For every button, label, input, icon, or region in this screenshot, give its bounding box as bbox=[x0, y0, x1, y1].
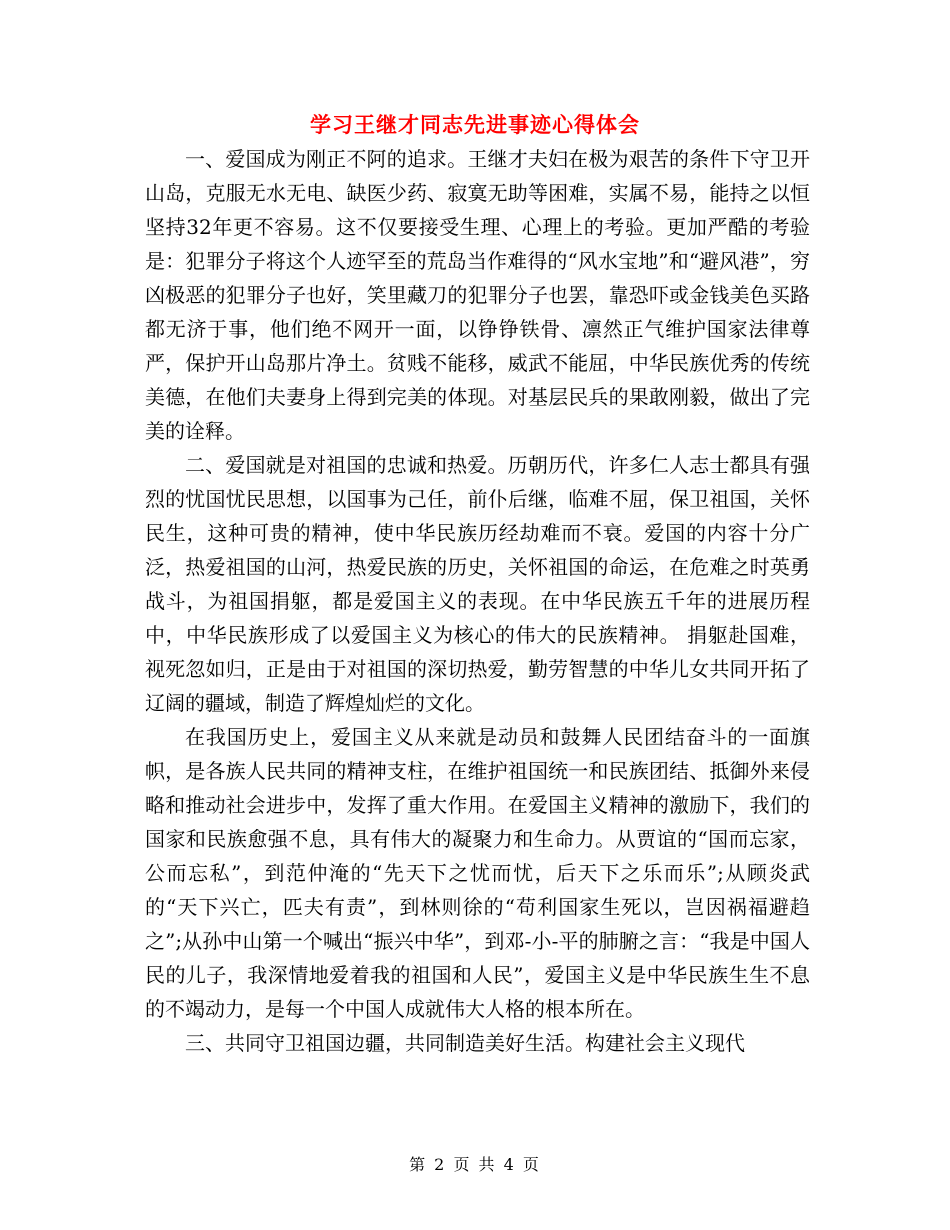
paragraph-1: 一、爱国成为刚正不阿的追求。王继才夫妇在极为艰苦的条件下守卫开山岛，克服无水无电、缺医少药、寂寞无助等困难，实属不易，能持之以恒坚持32年更不容易。这不仅要接受生理、心理上的考验。更加严酷的考验是：犯罪分子将这个人迹罕至的荒岛当作难得的“风水宝地”和“避风港”，穷凶极恶的犯罪分子也好，笑里藏刀的犯罪分子也罢，靠恐吓或金钱美色买路都无济于事，他们绝不网开一面，以铮铮铁骨、凛然正气维护国家法律尊严，保护开山岛那片净土。贫贱不能移，威武不能屈，中华民族优秀的传统美德，在他们夫妻身上得到完美的体现。对基层民兵的果敢刚毅，做出了完美的诠释。 bbox=[145, 147, 810, 443]
paragraph-3: 在我国历史上，爱国主义从来就是动员和鼓舞人民团结奋斗的一面旗帜，是各族人民共同的精神支柱，在维护祖国统一和民族团结、抵御外来侵略和推动社会进步中，发挥了重大作用。在爱国主义精神的激励下，我们的国家和民族愈强不息，具有伟大的凝聚力和生命力。从贾谊的“国而忘家，公而忘私”，到范仲淹的“先天下之忧而忧，后天下之乐而乐”;从顾炎武的“天下兴亡，匹夫有责”，到林则徐的“苟利国家生死以，岂因祸福避趋之”;从孙中山第一个喊出“振兴中华”，到邓-小-平的肺腑之言：“我是中国人民的儿子，我深情地爱着我的祖国和人民”，爱国主义是中华民族生生不息的不竭动力，是每一个中国人成就伟大人格的根本所在。 bbox=[145, 725, 810, 1021]
document-body bbox=[145, 142, 810, 1060]
paragraph-2: 二、爱国就是对祖国的忠诚和热爱。历朝历代，许多仁人志士都具有强烈的忧国忧民思想，以国事为己任，前仆后继，临难不屈，保卫祖国，关怀民生，这种可贵的精神，使中华民族历经劫难而不衰。爱国的内容十分广泛，热爱祖国的山河，热爱民族的历史，关怀祖国的命运，在危难之时英勇战斗，为祖国捐躯，都是爱国主义的表现。在中华民族五千年的进展历程中，中华民族形成了以爱国主义为核心的伟大的民族精神。 捐躯赴国难，视死忽如归，正是由于对祖国的深切热爱，勤劳智慧的中华儿女共同开拓了辽阔的疆域，制造了辉煌灿烂的文化。 bbox=[145, 453, 810, 715]
document-title: 学习王继才同志先进事迹心得体会 bbox=[310, 112, 640, 137]
page-footer: 第 2 页 共 4 页 bbox=[409, 1155, 541, 1174]
paragraph-4: 三、共同守卫祖国边疆，共同制造美好生活。构建社会主义现代 bbox=[185, 1031, 745, 1055]
